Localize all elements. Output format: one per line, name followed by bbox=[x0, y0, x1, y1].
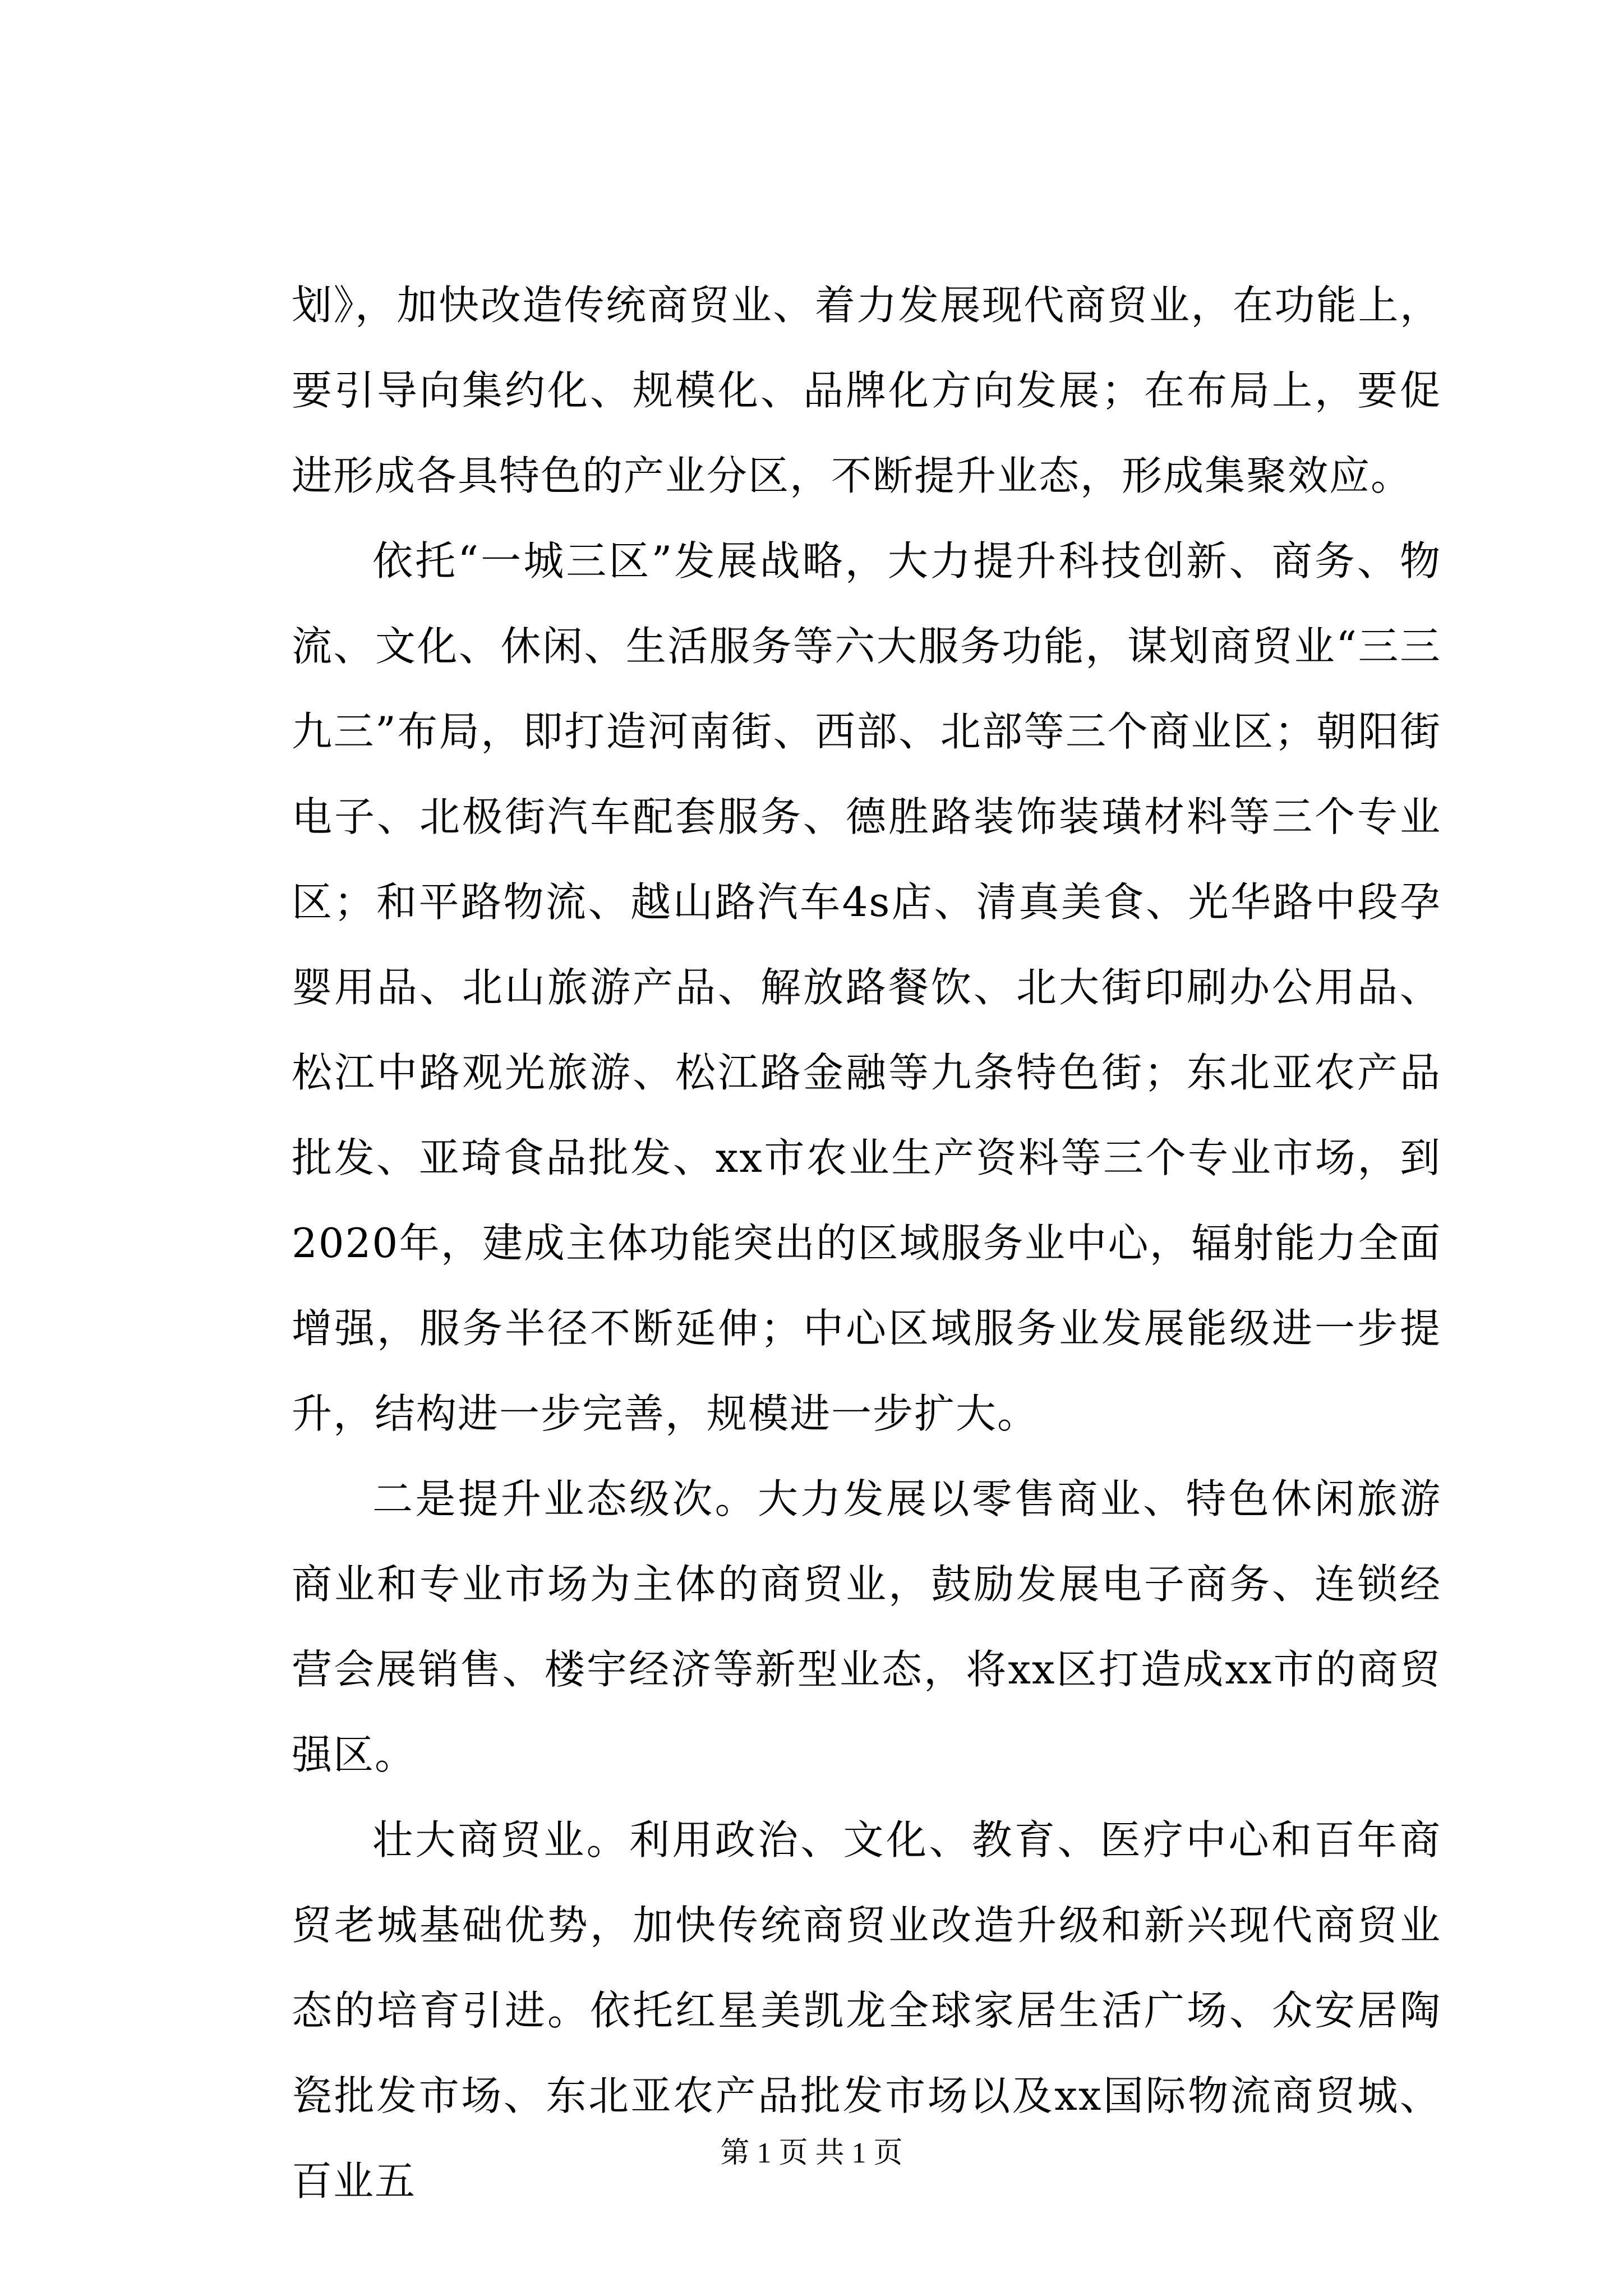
paragraph-2: 依托“一城三区”发展战略，大力提升科技创新、商务、物流、文化、休闲、生活服务等六大服务功能，谋划商贸业“三三九三”布局，即打造河南街、西部、北部等三个商业区；朝阳街电子、北极街汽车配套服务、德胜路装饰装璜材料等三个专业区；和平路物流、越山路汽车4s店、清真美食、光华路中段孕婴用品、北山旅游产品、解放路餐饮、北大街印刷办公用品、松江中路观光旅游、松江路金融等九条特色街；东北亚农产品批发、亚琦食品批发、xx市农业生产资料等三个专业市场，到2020年，建成主体功能突出的区域服务业中心，辐射能力全面增强，服务半径不断延伸；中心区域服务业发展能级进一步提升，结构进一步完善，规模进一步扩大。 bbox=[292, 537, 1441, 1437]
document-body bbox=[292, 263, 1441, 2224]
paragraph-1: 划》，加快改造传统商贸业、着力发展现代商贸业，在功能上，要引导向集约化、规模化、品牌化方向发展；在布局上，要促进形成各具特色的产业分区，不断提升业态，形成集聚效应。 bbox=[292, 282, 1441, 499]
page-footer bbox=[0, 2129, 1623, 2171]
page-number: 第 1 页 共 1 页 bbox=[720, 2137, 903, 2169]
paragraph-4: 壮大商贸业。利用政治、文化、教育、医疗中心和百年商贸老城基础优势，加快传统商贸业改造升级和新兴现代商贸业态的培育引进。依托红星美凯龙全球家居生活广场、众安居陶瓷批发市场、东北亚农产品批发市场以及xx国际物流商贸城、百业五 bbox=[292, 1816, 1441, 2205]
paragraph-3: 二是提升业态级次。大力发展以零售商业、特色休闲旅游商业和专业市场为主体的商贸业，鼓励发展电子商务、连锁经营会展销售、楼宇经济等新型业态，将xx区打造成xx市的商贸强区。 bbox=[292, 1475, 1441, 1778]
